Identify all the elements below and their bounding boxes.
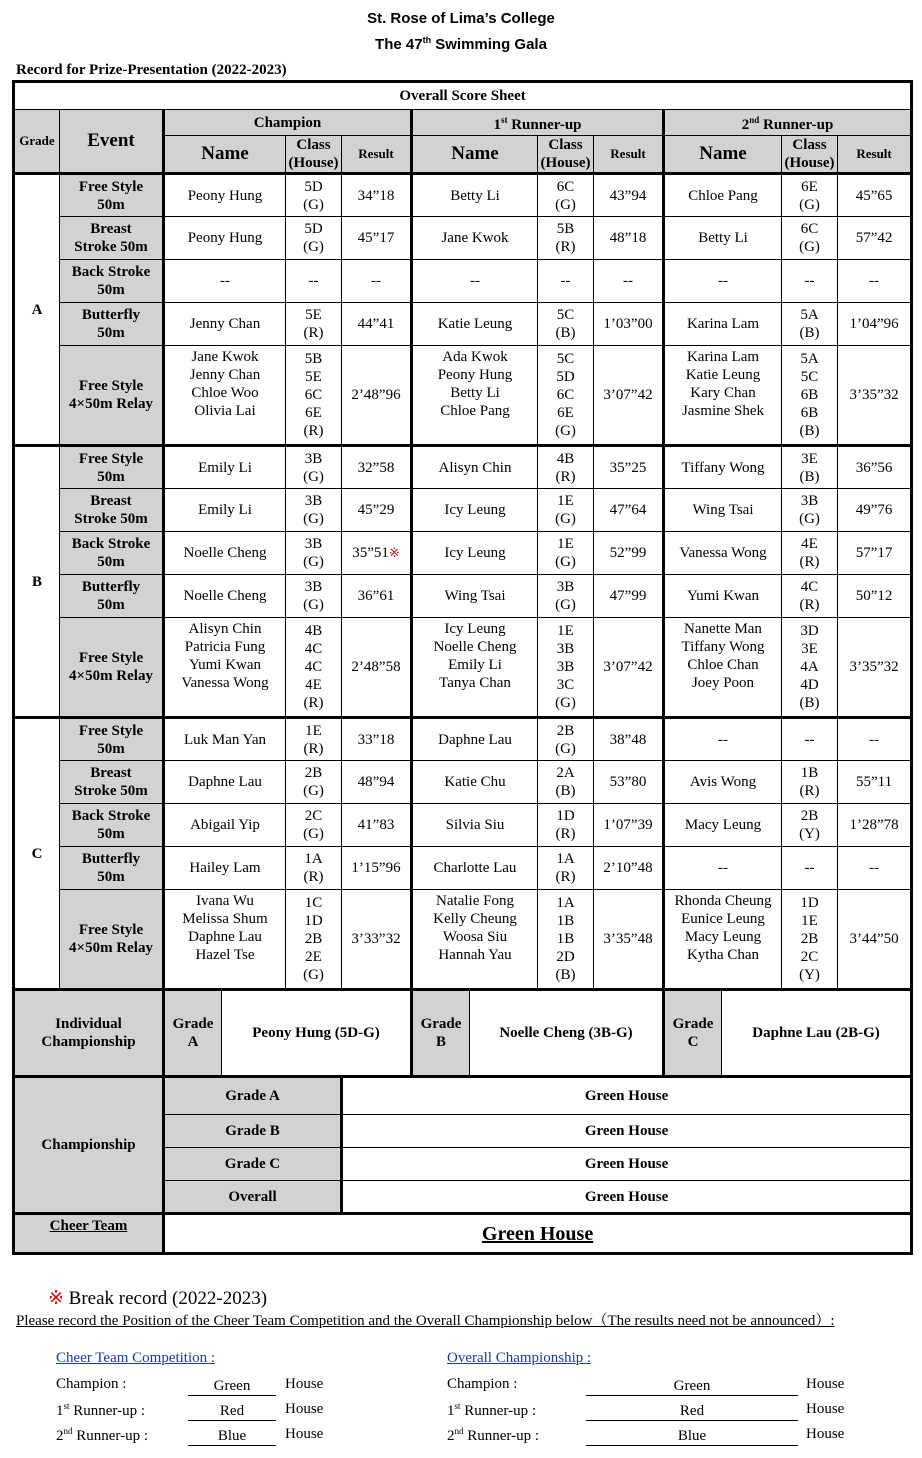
score-sheet-table: [12, 80, 913, 1255]
event-name: Breast Stroke 50m: [60, 761, 164, 804]
class-house: 1C 1D 2B 2E (G): [286, 890, 342, 990]
individual-cell: [412, 990, 664, 1077]
cheer-team-label: Cheer Team: [14, 1214, 164, 1254]
result: 47”64: [594, 489, 664, 532]
swimmer-name: --: [164, 260, 286, 303]
name-header: Name: [664, 136, 782, 174]
class-house: 5E (R): [286, 303, 342, 346]
class-house: 1E (G): [538, 489, 594, 532]
event-row: [14, 217, 912, 260]
championship-house: Green House: [342, 1115, 912, 1148]
result: --: [838, 847, 912, 890]
swimmer-name: Wing Tsai: [412, 575, 538, 618]
class-house: 6C (G): [538, 174, 594, 217]
event-name: Butterfly 50m: [60, 847, 164, 890]
class-house: 4B (R): [538, 446, 594, 489]
result: 1’04”96: [838, 303, 912, 346]
event-row: [14, 346, 912, 446]
swimmer-name: Rhonda Cheung Eunice Leung Macy Leung Kytha Chan: [664, 890, 782, 990]
swimmer-name: Jane Kwok: [412, 217, 538, 260]
event-row: [14, 718, 912, 761]
swimmer-name: Ivana Wu Melissa Shum Daphne Lau Hazel Tse: [164, 890, 286, 990]
cheer-comp-position: 1st Runner-up :: [56, 1401, 146, 1419]
name-header: Name: [412, 136, 538, 174]
class-house: --: [782, 260, 838, 303]
swimmer-name: --: [664, 847, 782, 890]
class-house: 3B (G): [286, 446, 342, 489]
result: 41”83: [342, 804, 412, 847]
result: --: [342, 260, 412, 303]
break-record-note: ※ Break record (2022-2023): [48, 1288, 268, 1309]
result: 2’48”58: [342, 618, 412, 718]
individual-winner: Peony Hung (5D-G): [252, 1025, 380, 1041]
class-house: 5A (B): [782, 303, 838, 346]
swimmer-name: Alisyn Chin: [412, 446, 538, 489]
class-house: 6C (G): [782, 217, 838, 260]
swimmer-name: Wing Tsai: [664, 489, 782, 532]
class-house: 4B 4C 4C 4E (R): [286, 618, 342, 718]
individual-label: Individual Championship: [14, 990, 164, 1077]
cheer-comp-house-value: Blue: [188, 1428, 276, 1446]
swimmer-name: Peony Hung: [164, 217, 286, 260]
swimmer-name: Charlotte Lau: [412, 847, 538, 890]
class-house: --: [782, 847, 838, 890]
individual-championship-row: [14, 990, 912, 1077]
event-row: [14, 303, 912, 346]
swimmer-name: Betty Li: [664, 217, 782, 260]
grade-label: A: [14, 174, 60, 446]
swimmer-name: Luk Man Yan: [164, 718, 286, 761]
swimmer-name: Karina Lam: [664, 303, 782, 346]
result: --: [838, 260, 912, 303]
result: 48”18: [594, 217, 664, 260]
result: 2’10”48: [594, 847, 664, 890]
overall-champ-house-word: House: [806, 1426, 845, 1442]
result: 3’44”50: [838, 890, 912, 990]
class-house: 5C (B): [538, 303, 594, 346]
event-name: Free Style 50m: [60, 174, 164, 217]
result: --: [838, 718, 912, 761]
class-house: 3D 3E 4A 4D (B): [782, 618, 838, 718]
event-row: [14, 618, 912, 718]
overall-champ-position: Champion :: [447, 1376, 518, 1392]
swimmer-name: Betty Li: [412, 174, 538, 217]
result: 32”58: [342, 446, 412, 489]
overall-champ-house-word: House: [806, 1376, 845, 1392]
championship-grade: Grade C: [164, 1148, 342, 1181]
event-row: [14, 489, 912, 532]
event-row: [14, 804, 912, 847]
individual-cell: [164, 990, 412, 1077]
swimmer-name: Icy Leung Noelle Cheng Emily Li Tanya Chan: [412, 618, 538, 718]
result: 33”18: [342, 718, 412, 761]
result: 57”42: [838, 217, 912, 260]
class-house: 1E (R): [286, 718, 342, 761]
result: 45”29: [342, 489, 412, 532]
championship-house: Green House: [342, 1148, 912, 1181]
swimmer-name: Daphne Lau: [412, 718, 538, 761]
class-house: 5D (G): [286, 174, 342, 217]
event-row: [14, 890, 912, 990]
event-name: Free Style 4×50m Relay: [60, 618, 164, 718]
class-house: --: [538, 260, 594, 303]
class-house: 5C 5D 6C 6E (G): [538, 346, 594, 446]
swimmer-name: Silvia Siu: [412, 804, 538, 847]
class-house: 3B (G): [286, 489, 342, 532]
grade-label: C: [14, 718, 60, 990]
school-name: St. Rose of Lima’s College: [367, 10, 555, 27]
result: 35”25: [594, 446, 664, 489]
swimmer-name: Emily Li: [164, 489, 286, 532]
championship-label: Championship: [14, 1077, 164, 1214]
event-row: [14, 532, 912, 575]
class-house: 3B (G): [782, 489, 838, 532]
cheer-team-row: [14, 1214, 912, 1254]
class-house: 1B (R): [782, 761, 838, 804]
result: 3’35”32: [838, 618, 912, 718]
event-row: [14, 260, 912, 303]
overall-champ-position: 1st Runner-up :: [447, 1401, 537, 1419]
class-house: 3E (B): [782, 446, 838, 489]
event-row: [14, 575, 912, 618]
class-house: 3B (G): [286, 575, 342, 618]
name-header: Name: [164, 136, 286, 174]
result: 3’35”32: [838, 346, 912, 446]
overall-champ-house-value: Green: [586, 1378, 798, 1396]
class-house: 2B (G): [286, 761, 342, 804]
individual-grade: Grade C: [665, 991, 722, 1075]
event-name: Butterfly 50m: [60, 303, 164, 346]
class-house: 3B (G): [286, 532, 342, 575]
event-name: Breast Stroke 50m: [60, 217, 164, 260]
result: 3’07”42: [594, 346, 664, 446]
result: 53”80: [594, 761, 664, 804]
event-name: Free Style 50m: [60, 718, 164, 761]
swimmer-name: Hailey Lam: [164, 847, 286, 890]
class-house: 1E (G): [538, 532, 594, 575]
result: 45”17: [342, 217, 412, 260]
swimmer-name: Katie Chu: [412, 761, 538, 804]
result: 47”99: [594, 575, 664, 618]
class-house: 4E (R): [782, 532, 838, 575]
cheer-comp-title: Cheer Team Competition :: [56, 1350, 216, 1366]
championship-house: Green House: [342, 1181, 912, 1214]
class-house: --: [286, 260, 342, 303]
swimmer-name: Ada Kwok Peony Hung Betty Li Chloe Pang: [412, 346, 538, 446]
swimmer-name: Noelle Cheng: [164, 575, 286, 618]
record-title: Record for Prize-Presentation (2022-2023): [16, 62, 287, 78]
gala-title: The 47th Swimming Gala: [375, 35, 547, 53]
cheer-comp-house-value: Red: [188, 1403, 276, 1421]
class-house: 4C (R): [782, 575, 838, 618]
result: 38”48: [594, 718, 664, 761]
individual-winner: Noelle Cheng (3B-G): [499, 1025, 633, 1041]
class-house: 1D (R): [538, 804, 594, 847]
class-house: 5B (R): [538, 217, 594, 260]
class-house: 1A (R): [286, 847, 342, 890]
event-name: Free Style 50m: [60, 446, 164, 489]
result: --: [594, 260, 664, 303]
result: 1’03”00: [594, 303, 664, 346]
result: 1’28”78: [838, 804, 912, 847]
result-header: Result: [838, 136, 912, 174]
result: 43”94: [594, 174, 664, 217]
class-house: 5A 5C 6B 6B (B): [782, 346, 838, 446]
result: 34”18: [342, 174, 412, 217]
class-house-header: Class (House): [538, 136, 594, 174]
event-row: [14, 446, 912, 489]
swimmer-name: Avis Wong: [664, 761, 782, 804]
overall-champ-title: Overall Championship :: [447, 1350, 592, 1366]
overall-champ-house-value: Blue: [586, 1428, 798, 1446]
class-house: 5B 5E 6C 6E (R): [286, 346, 342, 446]
result: 36”61: [342, 575, 412, 618]
swimmer-name: Noelle Cheng: [164, 532, 286, 575]
swimmer-name: Vanessa Wong: [664, 532, 782, 575]
swimmer-name: Abigail Yip: [164, 804, 286, 847]
result-header: Result: [342, 136, 412, 174]
swimmer-name: Peony Hung: [164, 174, 286, 217]
class-house: 1E 3B 3B 3C (G): [538, 618, 594, 718]
event-name: Free Style 4×50m Relay: [60, 346, 164, 446]
individual-winner: Daphne Lau (2B-G): [752, 1025, 880, 1041]
swimmer-name: Jane Kwok Jenny Chan Chloe Woo Olivia Lai: [164, 346, 286, 446]
event-row: [14, 174, 912, 217]
cheer-comp-house-word: House: [285, 1401, 324, 1417]
grade-label: B: [14, 446, 60, 718]
cheer-team-house: Green House: [164, 1214, 912, 1254]
championship-grade: Grade A: [164, 1077, 342, 1115]
overall-champ-house-word: House: [806, 1401, 845, 1417]
result: 55”11: [838, 761, 912, 804]
result: 3’07”42: [594, 618, 664, 718]
swimmer-name: Karina Lam Katie Leung Kary Chan Jasmine Shek: [664, 346, 782, 446]
result: 44”41: [342, 303, 412, 346]
event-name: Back Stroke 50m: [60, 260, 164, 303]
swimmer-name: Nanette Man Tiffany Wong Chloe Chan Joey Poon: [664, 618, 782, 718]
result: 1’07”39: [594, 804, 664, 847]
result: 48”94: [342, 761, 412, 804]
result: 49”76: [838, 489, 912, 532]
swimmer-name: --: [664, 718, 782, 761]
event-header: Event: [60, 110, 164, 174]
class-house: 1D 1E 2B 2C (Y): [782, 890, 838, 990]
class-house: 2C (G): [286, 804, 342, 847]
championship-grade: Grade B: [164, 1115, 342, 1148]
cheer-comp-house-word: House: [285, 1426, 324, 1442]
class-house: 1A (R): [538, 847, 594, 890]
event-name: Breast Stroke 50m: [60, 489, 164, 532]
class-house: 1A 1B 1B 2D (B): [538, 890, 594, 990]
result: 52”99: [594, 532, 664, 575]
champion-header: Champion: [164, 110, 412, 136]
event-name: Free Style 4×50m Relay: [60, 890, 164, 990]
class-house: 2B (G): [538, 718, 594, 761]
result: 3’33”32: [342, 890, 412, 990]
class-house: 5D (G): [286, 217, 342, 260]
sheet-title: Overall Score Sheet: [14, 82, 912, 110]
overall-champ-position: 2nd Runner-up :: [447, 1426, 540, 1444]
break-record-mark: ※: [388, 545, 400, 560]
swimmer-name: Emily Li: [164, 446, 286, 489]
swimmer-name: Icy Leung: [412, 489, 538, 532]
runner2-header: 2nd Runner-up: [664, 110, 912, 136]
championship-house: Green House: [342, 1077, 912, 1115]
class-house-header: Class (House): [782, 136, 838, 174]
class-house: 6E (G): [782, 174, 838, 217]
swimmer-name: --: [412, 260, 538, 303]
event-name: Butterfly 50m: [60, 575, 164, 618]
swimmer-name: Alisyn Chin Patricia Fung Yumi Kwan Vanessa Wong: [164, 618, 286, 718]
class-house: --: [782, 718, 838, 761]
cheer-comp-position: Champion :: [56, 1376, 127, 1392]
swimmer-name: Icy Leung: [412, 532, 538, 575]
result: 3’35”48: [594, 890, 664, 990]
swimmer-name: --: [664, 260, 782, 303]
event-name: Back Stroke 50m: [60, 804, 164, 847]
instruction-text: Please record the Position of the Cheer Team Competition and the Overall Championship below（The results need not be announced）:: [16, 1313, 835, 1329]
swimmer-name: Macy Leung: [664, 804, 782, 847]
swimmer-name: Daphne Lau: [164, 761, 286, 804]
result: 2’48”96: [342, 346, 412, 446]
cheer-comp-house-value: Green: [188, 1378, 276, 1396]
event-name: Back Stroke 50m: [60, 532, 164, 575]
result: 50”12: [838, 575, 912, 618]
result: 36”56: [838, 446, 912, 489]
result-header: Result: [594, 136, 664, 174]
cheer-comp-house-word: House: [285, 1376, 324, 1392]
class-house: 2A (B): [538, 761, 594, 804]
individual-cell: [664, 990, 912, 1077]
swimmer-name: Jenny Chan: [164, 303, 286, 346]
swimmer-name: Tiffany Wong: [664, 446, 782, 489]
runner1-header: 1st Runner-up: [412, 110, 664, 136]
swimmer-name: Natalie Fong Kelly Cheung Woosa Siu Hannah Yau: [412, 890, 538, 990]
swimmer-name: Chloe Pang: [664, 174, 782, 217]
event-row: [14, 761, 912, 804]
result: 35”51※: [342, 532, 412, 575]
result: 45”65: [838, 174, 912, 217]
class-house-header: Class (House): [286, 136, 342, 174]
result: 1’15”96: [342, 847, 412, 890]
event-row: [14, 847, 912, 890]
result: 57”17: [838, 532, 912, 575]
cheer-comp-position: 2nd Runner-up :: [56, 1426, 149, 1444]
individual-grade: Grade B: [413, 991, 470, 1075]
overall-champ-house-value: Red: [586, 1403, 798, 1421]
grade-header: Grade: [14, 110, 60, 174]
swimmer-name: Katie Leung: [412, 303, 538, 346]
championship-row: [14, 1077, 912, 1115]
championship-grade: Overall: [164, 1181, 342, 1214]
class-house: 2B (Y): [782, 804, 838, 847]
individual-grade: Grade A: [165, 991, 222, 1075]
swimmer-name: Yumi Kwan: [664, 575, 782, 618]
class-house: 3B (G): [538, 575, 594, 618]
